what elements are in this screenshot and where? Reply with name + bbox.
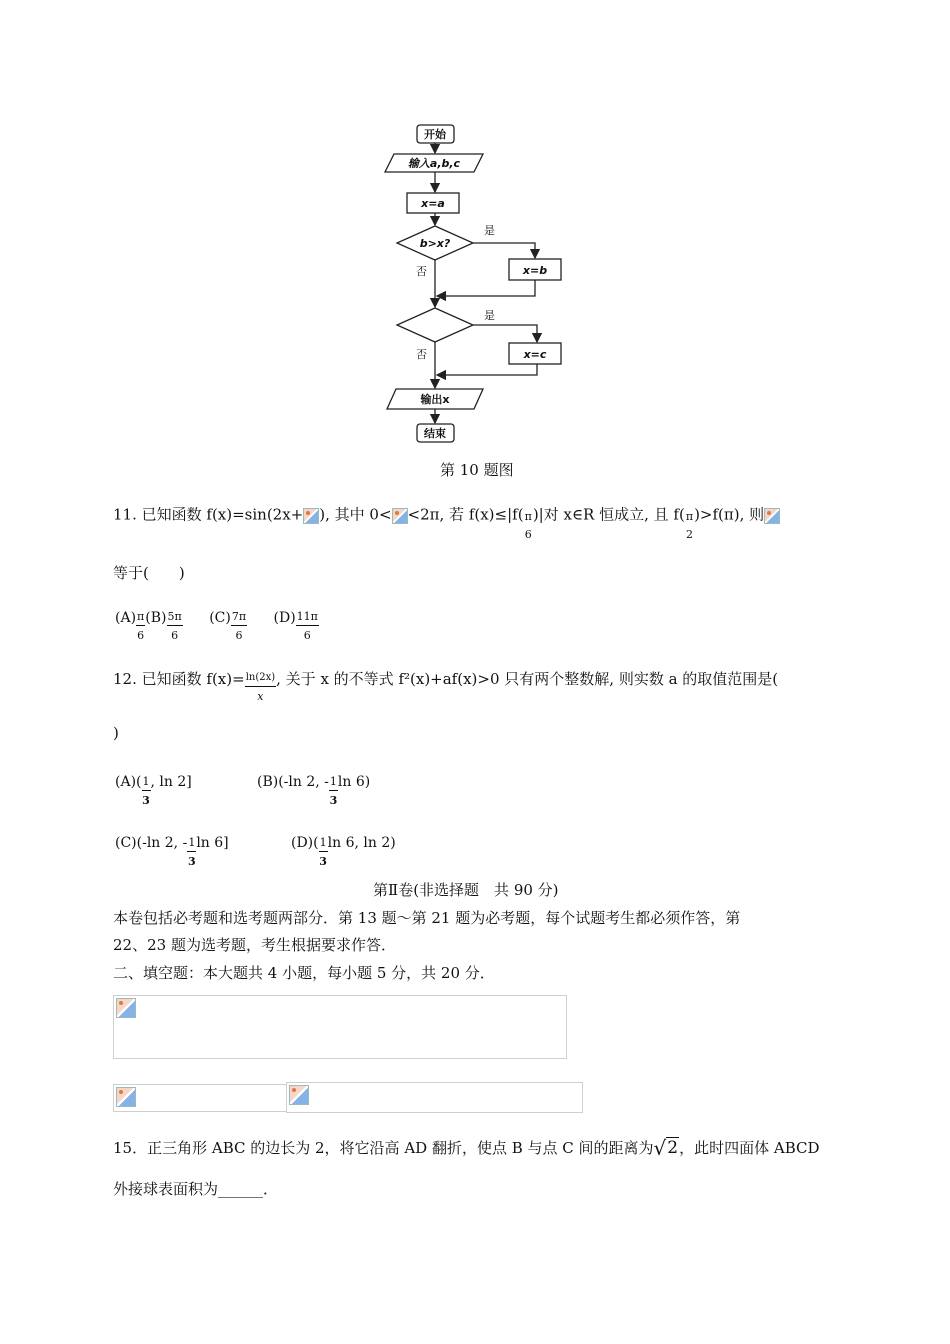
q12-optD [291, 827, 396, 868]
q11-text-a: 11. 已知函数 f(x)=sin(2x+ [113, 505, 304, 524]
flowchart [0, 0, 950, 460]
q15-line1 [113, 1136, 820, 1160]
q12-optA-frac [142, 775, 151, 807]
end-label: 结束 [424, 427, 446, 440]
frac-numerator: 5π [167, 610, 182, 623]
q11-options [115, 602, 319, 642]
q13-image-placeholder [113, 995, 567, 1059]
q12-optC [115, 827, 229, 868]
q12-optB-frac [329, 775, 338, 807]
q12-optD-b: ln 6, ln 2) [327, 835, 396, 851]
frac-denominator: 3 [187, 851, 196, 868]
broken-image-icon [116, 1087, 136, 1107]
start-label: 开始 [424, 128, 446, 141]
q12-line1 [113, 664, 779, 703]
q11-text-e: )>f(π), 则 [694, 505, 765, 524]
frac-denominator: 3 [329, 790, 338, 807]
q11-frac2 [685, 510, 694, 541]
yes1-label: 是 [484, 224, 495, 237]
assign-a-label: x=a [421, 197, 445, 210]
q11-optA-label: (A) [115, 610, 137, 626]
frac-numerator: 11π [296, 610, 318, 623]
q12-optB-a: (B)(-ln 2, - [257, 774, 329, 790]
broken-image-icon [116, 998, 136, 1018]
part2-intro-line1: 本卷包括必考题和选考题两部分．第 13 题～第 21 题为必考题，每个试题考生都必须作答，第 [113, 909, 741, 927]
assign-b-label: x=b [522, 264, 548, 277]
cond1-label: b>x? [419, 237, 451, 250]
q11-line2: 等于( ) [113, 564, 185, 582]
frac-numerator: π [137, 610, 145, 623]
q12-text-a: 12. 已知函数 f(x)= [113, 670, 245, 688]
q12-optA [115, 766, 192, 807]
broken-image-icon [392, 508, 408, 524]
no2-label: 否 [416, 348, 427, 361]
q12-optC-frac [187, 836, 196, 868]
broken-image-icon [303, 508, 319, 524]
q11-optD-label: (D) [273, 610, 296, 626]
q11-text-b: ), 其中 0< [319, 505, 392, 524]
frac-denominator: x [245, 686, 276, 703]
frac-numerator: ln(2x) [245, 672, 276, 683]
q11-optB-label: (B) [145, 610, 167, 626]
frac-denominator: 6 [231, 625, 247, 642]
frac-numerator: π [524, 510, 532, 523]
q11-optC-label: (C) [209, 610, 231, 626]
q11-optB-frac [167, 610, 183, 642]
frac-numerator: 7π [231, 610, 247, 623]
frac-denominator: 6 [136, 625, 145, 642]
q12-text-b: , 关于 x 的不等式 f²(x)+af(x)>0 只有两个整数解, 则实数 a 的取值范围是( [276, 670, 779, 688]
q15-line2: 外接球表面积为______． [113, 1180, 279, 1198]
frac-denominator: 6 [296, 625, 319, 642]
assign-c-label: x=c [523, 348, 547, 361]
q12-optA-a: (A)( [115, 774, 142, 790]
frac-denominator: 6 [167, 625, 183, 642]
part2-intro-line2: 22、23 题为选考题，考生根据要求作答． [113, 936, 396, 954]
q14a-image-placeholder [113, 1084, 287, 1112]
no1-label: 否 [416, 265, 427, 278]
input-label: 输入a,b,c [407, 157, 461, 170]
frac-numerator: 1 [188, 836, 196, 849]
frac-denominator: 3 [319, 851, 328, 868]
frac-denominator: 6 [524, 528, 532, 541]
q12-optC-a: (C)(-ln 2, - [115, 835, 188, 851]
frac-numerator: 1 [142, 775, 150, 788]
figure-caption: 第 10 题图 [440, 461, 514, 479]
sqrt-value: 2 [667, 1138, 679, 1158]
q12-optB-b: ln 6) [337, 774, 371, 790]
q11-optC-frac [231, 610, 247, 642]
q14b-image-placeholder [286, 1082, 583, 1113]
output-label: 输出x [420, 393, 450, 406]
decision2-diamond [397, 308, 473, 342]
q12-optD-frac [319, 836, 328, 868]
frac-denominator: 2 [685, 528, 693, 541]
frac-numerator: 1 [329, 775, 337, 788]
q12-optA-b: , ln 2] [150, 774, 192, 790]
q12-line2: ) [113, 724, 119, 742]
broken-image-icon [289, 1085, 309, 1105]
part2-title: 第Ⅱ卷(非选择题 共 90 分) [373, 881, 559, 899]
q15-text-b: ，此时四面体 ABCD [679, 1139, 820, 1157]
q11-text-c: <2π, 若 f(x)≤|f( [407, 505, 524, 524]
broken-image-icon [764, 508, 780, 524]
yes2-label: 是 [484, 309, 495, 322]
frac-numerator: π [685, 510, 694, 523]
sqrt-symbol: √ [653, 1136, 667, 1160]
q15-text-a: 15．正三角形 ABC 的边长为 2，将它沿高 AD 翻折，使点 B 与点 C 间的距离为 [113, 1139, 654, 1157]
q12-optC-b: ln 6] [196, 835, 229, 851]
frac-numerator: 1 [319, 836, 327, 849]
q11-optA-frac [136, 610, 145, 642]
q12-optB [257, 766, 371, 807]
q11-line1 [113, 500, 780, 541]
q12-frac [245, 671, 276, 703]
section-fill-blank: 二、填空题：本大题共 4 小题，每小题 5 分，共 20 分． [113, 964, 495, 982]
q11-frac1 [524, 510, 533, 541]
frac-denominator: 3 [142, 790, 151, 807]
q11-text-d: )|对 x∈R 恒成立, 且 f( [532, 505, 685, 524]
q11-optD-frac [296, 610, 319, 642]
q12-optD-a: (D)( [291, 835, 319, 851]
